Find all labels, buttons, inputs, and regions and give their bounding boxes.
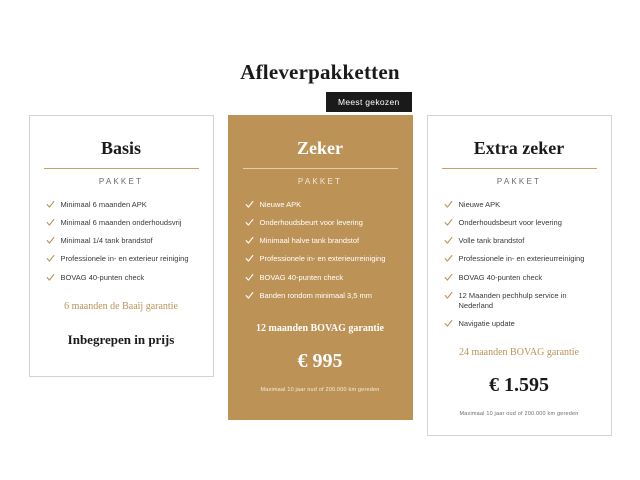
list-item bbox=[245, 291, 398, 301]
list-item bbox=[444, 218, 597, 228]
fineprint-spacer bbox=[44, 348, 199, 358]
feature-list bbox=[243, 200, 398, 301]
package-fineprint: Maximaal 10 jaar oud of 200.000 km gereden bbox=[459, 411, 579, 417]
feature-label: Onderhoudsbeurt voor levering bbox=[259, 218, 363, 228]
package-fineprint: Maximaal 10 jaar oud of 200.000 km gereden bbox=[260, 386, 380, 393]
check-icon bbox=[444, 319, 453, 328]
package-subtitle: PAKKET bbox=[496, 177, 542, 186]
page-title: Afleverpakketten bbox=[240, 60, 400, 84]
feature-label: BOVAG 40-punten check bbox=[60, 272, 145, 282]
check-icon bbox=[444, 254, 453, 263]
feature-label: Nieuwe APK bbox=[259, 200, 302, 209]
feature-label: BOVAG 40-punten check bbox=[259, 272, 344, 282]
list-item bbox=[46, 200, 199, 210]
check-icon bbox=[46, 200, 55, 209]
list-item bbox=[245, 218, 398, 228]
package-title: Zeker bbox=[297, 138, 343, 158]
list-item bbox=[444, 200, 597, 210]
check-icon bbox=[46, 218, 55, 227]
feature-label: Minimaal 1/4 tank brandstof bbox=[60, 236, 153, 246]
list-item bbox=[444, 254, 597, 264]
check-icon bbox=[444, 273, 453, 282]
package-price: € 1.595 bbox=[489, 374, 549, 396]
feature-label: Minimaal 6 maanden onderhoudsvrij bbox=[60, 218, 182, 228]
check-icon bbox=[245, 273, 254, 282]
check-icon bbox=[46, 273, 55, 282]
check-icon bbox=[444, 291, 453, 300]
list-item bbox=[245, 236, 398, 246]
feature-list bbox=[442, 200, 597, 329]
check-icon bbox=[245, 218, 254, 227]
feature-label: Minimaal 6 maanden APK bbox=[60, 200, 147, 209]
list-item bbox=[46, 254, 199, 264]
feature-label: Minimaal halve tank brandstof bbox=[259, 236, 360, 246]
feature-label: Onderhoudsbeurt voor levering bbox=[458, 218, 562, 228]
package-card-list bbox=[0, 85, 640, 436]
check-icon bbox=[46, 236, 55, 245]
title-divider bbox=[442, 168, 597, 169]
package-card-extra-zeker[interactable] bbox=[427, 115, 612, 436]
list-item bbox=[444, 291, 597, 311]
list-item bbox=[245, 254, 398, 264]
feature-label: 12 Maanden pechhulp service in Nederland bbox=[458, 290, 567, 310]
check-icon bbox=[444, 236, 453, 245]
check-icon bbox=[245, 200, 254, 209]
feature-label: Nieuwe APK bbox=[458, 200, 501, 209]
check-icon bbox=[444, 200, 453, 209]
feature-label: BOVAG 40-punten check bbox=[458, 272, 543, 282]
list-item bbox=[46, 236, 199, 246]
feature-label: Volle tank brandstof bbox=[458, 236, 525, 246]
package-subtitle: PAKKET bbox=[98, 177, 144, 186]
list-item bbox=[444, 273, 597, 283]
package-card-basis[interactable] bbox=[29, 115, 214, 377]
package-guarantee: 24 maanden BOVAG garantie bbox=[458, 347, 580, 358]
title-divider bbox=[44, 168, 199, 169]
title-divider bbox=[243, 168, 398, 169]
package-price: € 995 bbox=[297, 349, 343, 372]
list-item bbox=[46, 218, 199, 228]
check-icon bbox=[245, 291, 254, 300]
list-item bbox=[245, 273, 398, 283]
feature-label: Professionele in- en exterieurreiniging bbox=[458, 254, 585, 264]
feature-label: Navigatie update bbox=[458, 318, 515, 328]
check-icon bbox=[245, 236, 254, 245]
feature-list bbox=[44, 200, 199, 283]
package-price: Inbegrepen in prijs bbox=[67, 331, 175, 347]
package-guarantee: 6 maanden de Baaij garantie bbox=[64, 300, 178, 312]
list-item bbox=[245, 200, 398, 210]
package-title: Extra zeker bbox=[473, 138, 565, 158]
package-title: Basis bbox=[100, 138, 142, 158]
feature-label: Professionele in- en exterieurreiniging bbox=[259, 254, 386, 264]
package-subtitle: PAKKET bbox=[297, 177, 343, 186]
package-guarantee: 12 maanden BOVAG garantie bbox=[256, 322, 384, 334]
list-item bbox=[444, 319, 597, 329]
check-icon bbox=[444, 218, 453, 227]
check-icon bbox=[245, 254, 254, 263]
package-card-zeker[interactable] bbox=[228, 97, 413, 420]
list-item bbox=[46, 273, 199, 283]
list-item bbox=[444, 236, 597, 246]
feature-label: Banden rondom minimaal 3,5 mm bbox=[259, 290, 373, 300]
status-badge: Meest gekozen bbox=[326, 92, 412, 112]
feature-label: Professionele in- en exterieur reiniging bbox=[60, 254, 189, 264]
check-icon bbox=[46, 254, 55, 263]
